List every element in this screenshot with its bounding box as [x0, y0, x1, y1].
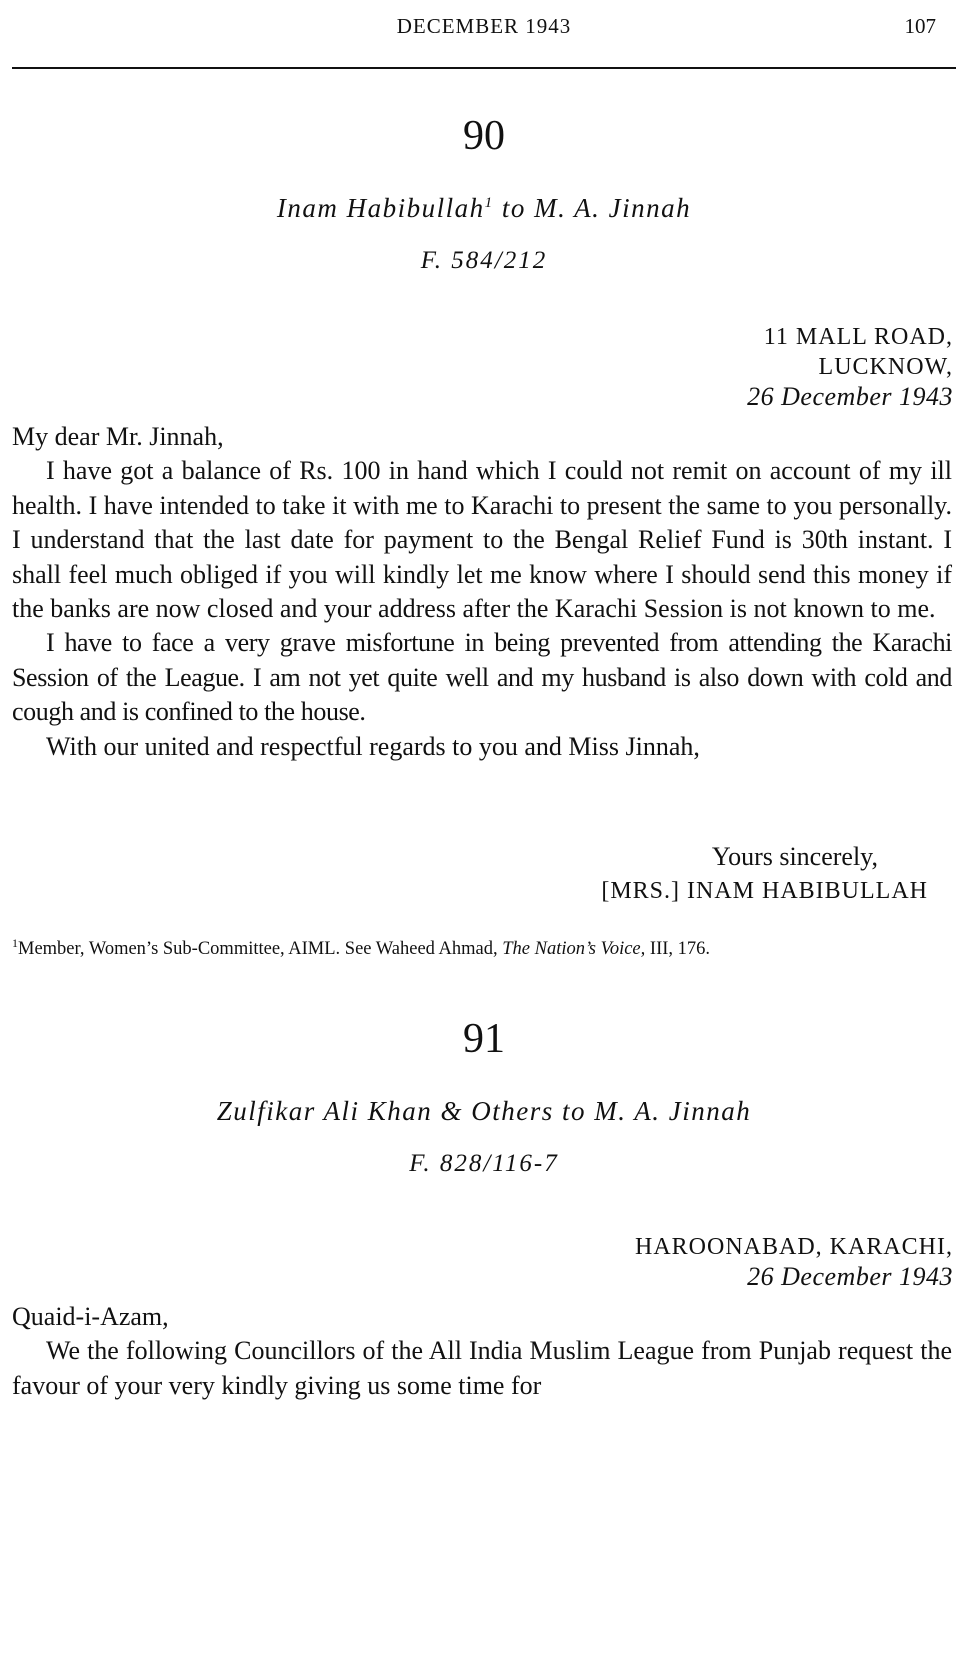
- document-number-90: 90: [463, 113, 505, 159]
- letter-body-91: [12, 1300, 952, 1403]
- page-number: 107: [904, 14, 936, 38]
- document-number-91: 91: [463, 1016, 505, 1062]
- heading-recipient: to M. A. Jinnah: [493, 193, 692, 223]
- footnote-text: Member, Women’s Sub-Committee, AIML. See Waheed Ahmad,: [18, 939, 503, 960]
- running-header: [0, 14, 968, 44]
- closing: Yours sincerely,: [711, 842, 878, 871]
- sender-address-91: [635, 1232, 953, 1292]
- salutation: Quaid-i-Azam,: [12, 1302, 169, 1331]
- footnote-reference: 1: [484, 195, 494, 211]
- address-line-1: HAROONABAD, KARACHI,: [634, 1234, 953, 1260]
- paragraph-1: We the following Councillors of the All India Muslim League from Punjab request the favour of your very kindly giving us some time for: [12, 1336, 952, 1400]
- file-reference-90: F. 584/212: [420, 247, 548, 274]
- paragraph-1: I have got a balance of Rs. 100 in hand which I could not remit on account of my ill health. I have intended to take it with me to Karachi to present the same to you personally. I understand that the last date for payment to the Bengal Relief Fund is 30th instant. I shall feel much obliged if you will kindly let me know where I should send this money if the banks are now closed and your address after the Karachi Session is not known to me.: [12, 456, 952, 624]
- running-title: DECEMBER 1943: [396, 14, 572, 38]
- salutation: My dear Mr. Jinnah,: [12, 422, 224, 451]
- address-line-2: LUCKNOW,: [818, 354, 953, 380]
- footnote-title: The Nation’s Voice,: [502, 939, 646, 960]
- footnote-marker: 1: [12, 936, 18, 950]
- letter-date: 26 December 1943: [747, 1262, 953, 1291]
- letter-body-90: [12, 420, 952, 764]
- document-heading-91: Zulfikar Ali Khan & Others to M. A. Jinnah: [216, 1096, 752, 1126]
- footnote-end: III, 176.: [645, 939, 711, 960]
- paragraph-3: With our united and respectful regards to you and Miss Jinnah,: [46, 731, 700, 761]
- signatory: [MRS.] INAM HABIBULLAH: [601, 878, 928, 904]
- footnote-1: [12, 931, 956, 961]
- heading-author: Inam Habibullah: [276, 193, 485, 223]
- file-reference-91: F. 828/116-7: [409, 1150, 559, 1177]
- signature-block-90: [601, 840, 928, 908]
- address-line-1: 11 MALL ROAD,: [763, 324, 953, 350]
- document-heading-90: [0, 193, 968, 224]
- paragraph-2: I have to face a very grave misfortune in being prevented from attending the Karachi Session of the League. I am not yet quite well and my husband is also down with cold and cough and is confined to the house.: [12, 628, 952, 727]
- header-rule: [12, 67, 956, 69]
- letter-date: 26 December 1943: [747, 382, 953, 411]
- sender-address-90: [747, 322, 953, 412]
